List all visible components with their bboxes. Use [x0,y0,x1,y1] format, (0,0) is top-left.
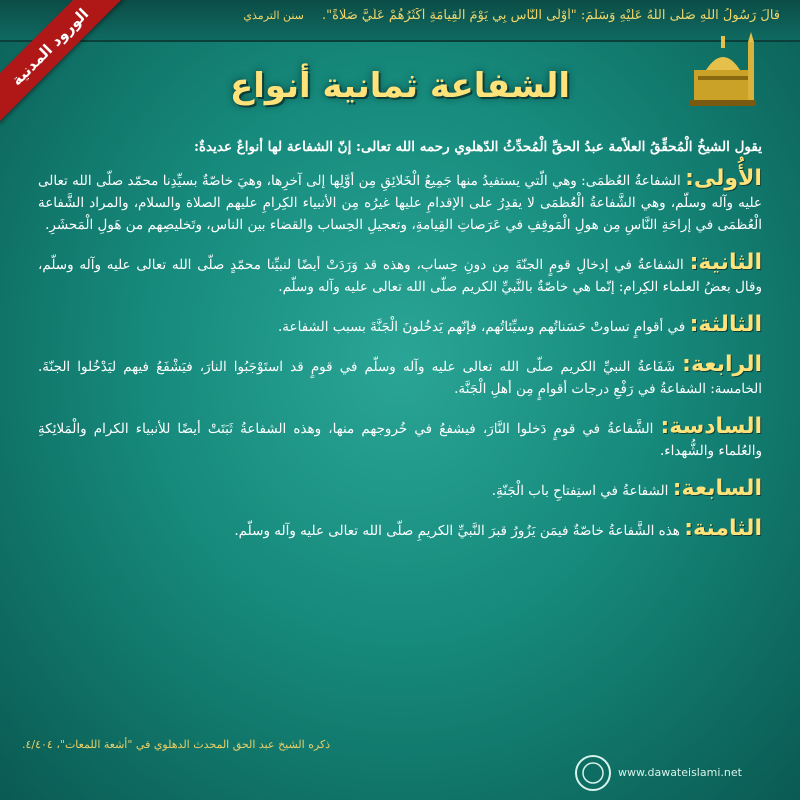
item-text: في أقوامٍ تساوتْ حَسَناتُهم وسيِّئاتُهم، فإنّهم يَدخُلونَ الْجَنَّةَ بسبب الشفاعة. [278,319,686,335]
green-dome-icon [686,30,760,110]
list-item [38,518,762,542]
item-label: الأُولى: [685,166,762,191]
item-text: شَفَاعةُ النبيِّ الكريم صلّى الله تعالى عليه وآله وسلّم في قومٍ قد استَوْجَبُوا النارَ، فيَشْفَعُ فيهم ليَدْخُلوا الجنّةَ. الخامسة: الشفاعةُ في رَفْعِ درجات أقوامٍ مِن أهلِ الْجَنَّة. [38,359,762,397]
list-item [38,314,762,338]
item-text: الشفاعةُ العُظمَى: وهي الّتي يستفيدُ منها جَمِيعُ الْخَلائِقِ مِن أوَّلِها إلى آخرِها، وهيَ خاصّةٌ بسيِّدِنا محمّد صلّى الله تعالى عليه وآله وسلّم، وهي الشَّفاعةُ الْعُظمَى لا يقدِرُ على الإقدامِ عليها غيرُه مِن الأنبياء الكِرامِ عليهم الصلاة والسلام، والمراد الشَّفاعة الْعُظمَى في إراحَةِ النَّاسِ مِن هولِ الْمَوقِفِ في عَرَصاتِ القِيامةِ، وتعجيلِ الحِساب والقضاء بين الناس، وتَخليصِهم من هَولِ الْمَحشَرِ. [38,173,762,233]
item-label: الرابعة: [682,352,763,377]
dawateislami-logo-icon [574,754,612,792]
item-label: السابعة: [672,476,762,501]
page-title: الشفاعة ثمانية أنواع [230,66,570,106]
item-label: الثالثة: [689,312,762,337]
header-bar [0,0,800,42]
list-item [38,252,762,298]
list-item [38,416,762,462]
hadith-quote: قالَ رَسُولُ اللّٰهِ صَلّى اللّٰهُ عَلَيْهِ وَسَلَّمَ: "أَوْلَى النَّاسِ بِي يَوْمَ الْقِيامَةِ أَكْثَرُهُمْ عَلَيَّ صَلَاةً". [322,8,780,23]
list-item [38,478,762,502]
item-text: هذه الشَّفاعةُ خاصّةٌ فيمَن يَزُورُ قبرَ النَّبيِّ الكريمِ صلّى الله تعالى عليه وآله وسلّم. [234,523,680,539]
title-area [0,60,800,120]
item-label: السادسة: [660,414,762,439]
list-item [38,354,762,400]
item-text: الشفاعةُ في استِفتاحِ باب الْجَنّةِ. [491,483,669,499]
item-label: الثانية: [689,250,762,275]
footer-reference: ذكره الشيخ عبد الحق المحدث الدهلوي في "أشعة اللمعات"، ٤/٤٠٤. [22,738,331,751]
hadith-source: سنن الترمذي [243,9,304,22]
content-body [38,136,762,558]
list-item [38,168,762,236]
item-text: الشَّفاعةُ في قومٍ دَخلوا النَّارَ، فيشفعُ في خُروجهم منها، وهذه الشفاعةُ ثَبَتَتْ أيضًا للأنبياء الكرام والْمَلائِكةِ والعُلماء والشُّهداء. [38,421,762,459]
item-label: الثامنة: [684,516,762,541]
corner-ribbon: الورود المدنية [0,0,126,123]
intro-text: يقول الشيخُ الْمُحقِّقُ العلاّمة عبدُ الحقِّ الْمُحدِّثُ الدّهلوي رحمه الله تعالى: إنّ الشفاعة لها أنواعٌ عديدةٌ: [193,139,762,155]
hadith-text [90,8,780,23]
website-link[interactable]: www.dawateislami.net [618,766,742,779]
item-text: الشفاعةُ في إدخالِ قومٍ الجنّةَ مِن دونِ حِساب، وهذه قد وَرَدَتْ أيضًا لنبيِّنا محمّدٍ صلّى الله تعالى عليه وآله وسلّم، وقال بعضُ العلماء الكِرام: إنّما هي خاصّةٌ بالنَّبيِّ الكريم صلّى الله تعالى عليه وآله وسلّم. [38,257,762,295]
